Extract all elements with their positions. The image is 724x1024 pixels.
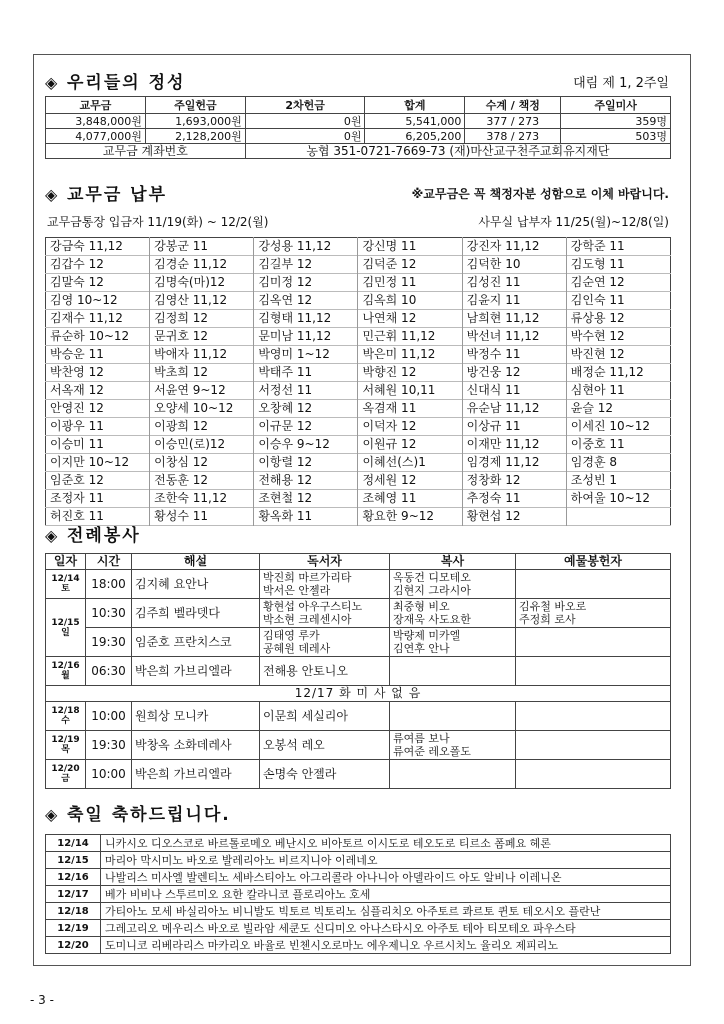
payer-cell: 윤슬 12 bbox=[570, 401, 614, 415]
payment-row bbox=[46, 436, 671, 454]
cell: 1,693,000원 bbox=[145, 114, 245, 129]
payer-cell: 류순하 10~12 bbox=[46, 328, 150, 346]
reader-cell: 손명숙 안젤라 bbox=[260, 760, 390, 789]
payer-cell: 서옥재 12 bbox=[46, 382, 150, 400]
payment-row bbox=[46, 400, 671, 418]
payer-cell: 박승운 11 bbox=[46, 346, 150, 364]
payer-cell: 강신명 11 bbox=[358, 238, 462, 256]
offering-header-row bbox=[46, 97, 671, 114]
liturgy-row bbox=[46, 570, 671, 599]
time-cell: 10:00 bbox=[86, 760, 132, 789]
date-cell: 12/15 일 bbox=[46, 599, 86, 657]
narrator-cell: 박창옥 소화데레사 bbox=[132, 731, 260, 760]
payer-cell: 김인숙 11 bbox=[570, 293, 625, 307]
payment-notice: ※교무금은 꼭 책정자분 성함으로 이체 바랍니다. bbox=[411, 187, 669, 201]
feast-names: 니카시오 디오스코로 바르톨로메오 베난시오 비아토르 이시도로 테오도로 티르소 폼페요 헤론 bbox=[101, 835, 671, 852]
payer-cell: 김영 10~12 bbox=[46, 292, 150, 310]
narrator-cell: 김주희 벨라뎃다 bbox=[132, 599, 260, 628]
payer-cell: 강진자 11,12 bbox=[462, 238, 566, 256]
payer-cell: 박태주 11 bbox=[254, 364, 358, 382]
account-label: 교무금 계좌번호 bbox=[46, 144, 246, 159]
offerer-cell bbox=[516, 702, 671, 731]
payer-cell: 임준호 12 bbox=[46, 472, 150, 490]
feast-row bbox=[46, 869, 671, 886]
liturgy-row bbox=[46, 702, 671, 731]
payer-cell: 이덕자 12 bbox=[358, 418, 462, 436]
reader-cell: 황현섭 아우구스티노 박소현 크레센시아 bbox=[260, 599, 390, 628]
cell: 2,128,200원 bbox=[145, 129, 245, 144]
payer-cell: 문미남 11,12 bbox=[254, 328, 358, 346]
feast-names: 마리아 막시미노 바오로 발레리아노 비르지니아 이레네오 bbox=[101, 852, 671, 869]
offerer-cell bbox=[516, 731, 671, 760]
feast-names: 가티아노 모세 바실리아노 비니발도 빅토르 빅토리노 심플리치오 아주토르 콰르토 퀸토 테오시오 플란난 bbox=[101, 903, 671, 920]
payer-cell: 이승민(로)12 bbox=[150, 436, 254, 454]
header-cell: 2차헌금 bbox=[245, 97, 365, 114]
payer-cell: 황옥화 11 bbox=[254, 508, 358, 526]
payer-cell: 이원규 12 bbox=[358, 436, 462, 454]
diamond-bullet-icon: ◈ bbox=[45, 185, 60, 204]
header-cell: 예물봉헌자 bbox=[516, 554, 671, 570]
cell: 6,205,200 bbox=[365, 129, 465, 144]
cell: 377 / 273 bbox=[465, 114, 561, 129]
payer-cell: 김옥연 12 bbox=[254, 292, 358, 310]
payer-cell: 조한숙 11,12 bbox=[150, 490, 254, 508]
cell: 5,541,000 bbox=[365, 114, 465, 129]
header-cell: 복사 bbox=[390, 554, 516, 570]
account-row bbox=[46, 144, 671, 159]
payment-row bbox=[46, 364, 671, 382]
offerer-cell bbox=[516, 628, 671, 657]
payer-cell: 안영진 12 bbox=[46, 400, 150, 418]
payer-cell: 박애자 11,12 bbox=[150, 346, 254, 364]
liturgy-header-row bbox=[46, 554, 671, 570]
payer-cell: 김재수 11,12 bbox=[46, 310, 150, 328]
payer-cell: 허진호 11 bbox=[46, 508, 150, 526]
payer-cell: 류상용 12 bbox=[570, 311, 625, 325]
liturgy-row bbox=[46, 599, 671, 628]
reader-cell: 이문희 세실리아 bbox=[260, 702, 390, 731]
payment-row bbox=[46, 292, 671, 310]
narrator-cell: 원희상 모니카 bbox=[132, 702, 260, 731]
narrator-cell: 김지혜 요안나 bbox=[132, 570, 260, 599]
bank-period: 교무금통장 입금자 11/19(화) ~ 12/2(월) bbox=[47, 215, 269, 229]
payer-cell: 박선녀 11,12 bbox=[462, 328, 566, 346]
feast-names: 나발리스 미사엘 발렌티노 세바스티아노 아그리콜라 아나니아 아델라이드 아도 알비나 이레니온 bbox=[101, 869, 671, 886]
payer-cell: 오양세 10~12 bbox=[150, 400, 254, 418]
header-cell: 독서자 bbox=[260, 554, 390, 570]
server-cell: 류여름 보나 류여준 레오폴도 bbox=[390, 731, 516, 760]
payer-cell: 신대식 11 bbox=[462, 382, 566, 400]
payer-cell: 배정순 11,12 bbox=[570, 365, 644, 379]
payer-cell: 하여울 10~12 bbox=[570, 491, 650, 505]
offering-row bbox=[46, 129, 671, 144]
feast-date: 12/18 bbox=[46, 903, 101, 920]
payer-cell: 서혜원 10,11 bbox=[358, 382, 462, 400]
feast-row bbox=[46, 903, 671, 920]
payer-cell: 김명숙(마)12 bbox=[150, 274, 254, 292]
liturgy-title: ◈ 전례봉사 bbox=[45, 526, 141, 546]
payment-row bbox=[46, 274, 671, 292]
payer-cell: 김순연 12 bbox=[570, 275, 625, 289]
payer-cell: 박영미 1~12 bbox=[254, 346, 358, 364]
payer-cell: 김옥희 10 bbox=[358, 292, 462, 310]
payer-cell: 박초희 12 bbox=[150, 364, 254, 382]
liturgy-row bbox=[46, 628, 671, 657]
offerer-cell bbox=[516, 760, 671, 789]
time-cell: 19:30 bbox=[86, 628, 132, 657]
payer-cell: 이승미 11 bbox=[46, 436, 150, 454]
date-cell: 12/20 금 bbox=[46, 760, 86, 789]
payer-cell: 이상규 11 bbox=[462, 418, 566, 436]
payer-cell bbox=[566, 508, 670, 526]
cell: 4,077,000원 bbox=[46, 129, 146, 144]
feast-date: 12/15 bbox=[46, 852, 101, 869]
offering-title: ◈ 우리들의 정성 bbox=[45, 73, 186, 93]
header-cell: 해설 bbox=[132, 554, 260, 570]
payer-cell: 김윤지 11 bbox=[462, 292, 566, 310]
time-cell: 18:00 bbox=[86, 570, 132, 599]
payer-cell: 박찬영 12 bbox=[46, 364, 150, 382]
payment-row bbox=[46, 490, 671, 508]
diamond-bullet-icon: ◈ bbox=[45, 73, 60, 92]
no-mass-note: 12/17 화 미 사 없 음 bbox=[46, 686, 671, 702]
header-cell: 수계 / 책정 bbox=[465, 97, 561, 114]
payer-cell: 전동훈 12 bbox=[150, 472, 254, 490]
payer-cell: 이재만 11,12 bbox=[462, 436, 566, 454]
payer-cell: 김말숙 12 bbox=[46, 274, 150, 292]
payment-row bbox=[46, 382, 671, 400]
payer-cell: 이지만 10~12 bbox=[46, 454, 150, 472]
payer-cell: 박은미 11,12 bbox=[358, 346, 462, 364]
server-cell bbox=[390, 760, 516, 789]
cell: 503명 bbox=[561, 129, 671, 144]
payer-cell: 이광우 11 bbox=[46, 418, 150, 436]
feast-row bbox=[46, 937, 671, 954]
payer-cell: 박정수 11 bbox=[462, 346, 566, 364]
payer-cell: 김갑수 12 bbox=[46, 256, 150, 274]
payer-cell: 이혜선(스)1 bbox=[358, 454, 462, 472]
payer-cell: 남희현 11,12 bbox=[462, 310, 566, 328]
cell: 359명 bbox=[561, 114, 671, 129]
payment-row bbox=[46, 346, 671, 364]
payment-title: ◈ 교무금 납부 bbox=[45, 185, 168, 205]
payer-cell: 이중호 11 bbox=[570, 437, 625, 451]
header-cell: 합계 bbox=[365, 97, 465, 114]
payer-cell: 강금숙 11,12 bbox=[46, 238, 150, 256]
server-cell bbox=[390, 702, 516, 731]
payer-cell: 심현아 11 bbox=[570, 383, 625, 397]
narrator-cell: 박은희 가브리엘라 bbox=[132, 657, 260, 686]
offering-row bbox=[46, 114, 671, 129]
payment-row bbox=[46, 454, 671, 472]
reader-cell: 전해용 안토니오 bbox=[260, 657, 390, 686]
server-cell bbox=[390, 657, 516, 686]
payer-cell: 김민정 11 bbox=[358, 274, 462, 292]
server-cell: 박량제 미카엘 김연후 안나 bbox=[390, 628, 516, 657]
payer-cell: 황현섭 12 bbox=[462, 508, 566, 526]
time-cell: 10:00 bbox=[86, 702, 132, 731]
feast-title: ◈ 축일 축하드립니다. bbox=[45, 805, 231, 825]
cell: 3,848,000원 bbox=[46, 114, 146, 129]
offering-table bbox=[45, 96, 671, 159]
payer-cell: 강성용 11,12 bbox=[254, 238, 358, 256]
payer-cell: 조혜영 11 bbox=[358, 490, 462, 508]
payer-cell: 오창혜 12 bbox=[254, 400, 358, 418]
liturgy-row bbox=[46, 760, 671, 789]
payer-cell: 박수현 12 bbox=[570, 329, 625, 343]
payer-cell: 김정희 12 bbox=[150, 310, 254, 328]
payer-cell: 옥겸재 11 bbox=[358, 400, 462, 418]
feast-date: 12/17 bbox=[46, 886, 101, 903]
reader-cell: 김태영 루카 공혜원 데레사 bbox=[260, 628, 390, 657]
feast-row bbox=[46, 835, 671, 852]
feast-date: 12/14 bbox=[46, 835, 101, 852]
payer-cell: 이승우 9~12 bbox=[254, 436, 358, 454]
payer-cell: 김미정 12 bbox=[254, 274, 358, 292]
offering-week: 대림 제 1, 2주일 bbox=[573, 76, 669, 91]
time-cell: 10:30 bbox=[86, 599, 132, 628]
date-cell: 12/18 수 bbox=[46, 702, 86, 731]
payer-cell: 이항렬 12 bbox=[254, 454, 358, 472]
offerer-cell bbox=[516, 570, 671, 599]
feast-names: 베가 비비나 스투르미오 요한 칼라니코 플로리아노 호세 bbox=[101, 886, 671, 903]
diamond-bullet-icon: ◈ bbox=[45, 805, 60, 824]
payer-cell: 김도형 11 bbox=[570, 257, 625, 271]
payment-row bbox=[46, 418, 671, 436]
feast-row bbox=[46, 920, 671, 937]
liturgy-row bbox=[46, 686, 671, 702]
payer-cell: 김경순 11,12 bbox=[150, 256, 254, 274]
payer-cell: 김형태 11,12 bbox=[254, 310, 358, 328]
feast-row bbox=[46, 886, 671, 903]
payer-cell: 김성진 11 bbox=[462, 274, 566, 292]
payer-cell: 정창화 12 bbox=[462, 472, 566, 490]
payer-cell: 민근휘 11,12 bbox=[358, 328, 462, 346]
feast-date: 12/19 bbox=[46, 920, 101, 937]
cell: 0원 bbox=[245, 114, 365, 129]
payer-cell: 문귀호 12 bbox=[150, 328, 254, 346]
office-period: 사무실 납부자 11/25(월)~12/8(일) bbox=[478, 215, 669, 229]
offerer-cell bbox=[516, 657, 671, 686]
payer-cell: 김덕한 10 bbox=[462, 256, 566, 274]
payer-cell: 김영산 11,12 bbox=[150, 292, 254, 310]
payer-cell: 조정자 11 bbox=[46, 490, 150, 508]
payer-cell: 황성수 11 bbox=[150, 508, 254, 526]
header-cell: 주일헌금 bbox=[145, 97, 245, 114]
payer-cell: 강봉군 11 bbox=[150, 238, 254, 256]
payer-cell: 서정선 11 bbox=[254, 382, 358, 400]
page-number: - 3 - bbox=[30, 993, 54, 1007]
date-cell: 12/14 토 bbox=[46, 570, 86, 599]
feast-names: 도미니코 리베라리스 마카리오 바율로 빈첸시오로마노 에우제니오 우르시치노 율리오 제피리노 bbox=[101, 937, 671, 954]
payer-cell: 추정숙 11 bbox=[462, 490, 566, 508]
payer-cell: 조성빈 1 bbox=[570, 473, 618, 487]
reader-cell: 박진희 마르가리타 박서은 안젤라 bbox=[260, 570, 390, 599]
feast-date: 12/16 bbox=[46, 869, 101, 886]
payment-row bbox=[46, 328, 671, 346]
feast-table bbox=[45, 834, 671, 954]
narrator-cell: 임준호 프란치스코 bbox=[132, 628, 260, 657]
payment-row bbox=[46, 238, 671, 256]
feast-row bbox=[46, 852, 671, 869]
feast-date: 12/20 bbox=[46, 937, 101, 954]
payer-cell: 황요한 9~12 bbox=[358, 508, 462, 526]
payer-cell: 김길부 12 bbox=[254, 256, 358, 274]
liturgy-table bbox=[45, 553, 671, 789]
payer-cell: 이창심 12 bbox=[150, 454, 254, 472]
date-cell: 12/19 목 bbox=[46, 731, 86, 760]
payer-cell: 이규문 12 bbox=[254, 418, 358, 436]
server-cell: 최중형 비오 장재욱 사도요한 bbox=[390, 599, 516, 628]
payer-cell: 박향진 12 bbox=[358, 364, 462, 382]
liturgy-row bbox=[46, 731, 671, 760]
feast-names: 그레고리오 메우리스 바오로 빌라암 세쿤도 신디미오 아나스타시오 아주토 테아 티모테오 파우스타 bbox=[101, 920, 671, 937]
cell: 0원 bbox=[245, 129, 365, 144]
payer-cell: 정세원 12 bbox=[358, 472, 462, 490]
account-value: 농협 351-0721-7669-73 (재)마산교구천주교회유지재단 bbox=[245, 144, 670, 159]
payer-cell: 서윤연 9~12 bbox=[150, 382, 254, 400]
header-cell: 교무금 bbox=[46, 97, 146, 114]
liturgy-row bbox=[46, 657, 671, 686]
payer-cell: 강학준 11 bbox=[570, 239, 625, 253]
payer-cell: 조현철 12 bbox=[254, 490, 358, 508]
payer-cell: 방건웅 12 bbox=[462, 364, 566, 382]
payment-row bbox=[46, 472, 671, 490]
payer-cell: 나연채 12 bbox=[358, 310, 462, 328]
header-cell: 일자 bbox=[46, 554, 86, 570]
diamond-bullet-icon: ◈ bbox=[45, 526, 60, 545]
payer-cell: 김덕준 12 bbox=[358, 256, 462, 274]
payer-cell: 유순남 11,12 bbox=[462, 400, 566, 418]
offerer-cell: 김유철 바오로 주정희 로사 bbox=[516, 599, 671, 628]
cell: 378 / 273 bbox=[465, 129, 561, 144]
narrator-cell: 박은희 가브리엘라 bbox=[132, 760, 260, 789]
payment-row bbox=[46, 256, 671, 274]
payer-cell: 임경훈 8 bbox=[570, 455, 618, 469]
payer-cell: 임경제 11,12 bbox=[462, 454, 566, 472]
payer-cell: 이광희 12 bbox=[150, 418, 254, 436]
server-cell: 옥동건 디모테오 김현지 그라시아 bbox=[390, 570, 516, 599]
header-cell: 시간 bbox=[86, 554, 132, 570]
payer-cell: 박진현 12 bbox=[570, 347, 625, 361]
payer-cell: 이세진 10~12 bbox=[570, 419, 650, 433]
payment-table bbox=[45, 237, 671, 526]
time-cell: 06:30 bbox=[86, 657, 132, 686]
date-cell: 12/16 월 bbox=[46, 657, 86, 686]
payment-row bbox=[46, 310, 671, 328]
payer-cell: 전해용 12 bbox=[254, 472, 358, 490]
reader-cell: 오봉석 레오 bbox=[260, 731, 390, 760]
time-cell: 19:30 bbox=[86, 731, 132, 760]
header-cell: 주일미사 bbox=[561, 97, 671, 114]
